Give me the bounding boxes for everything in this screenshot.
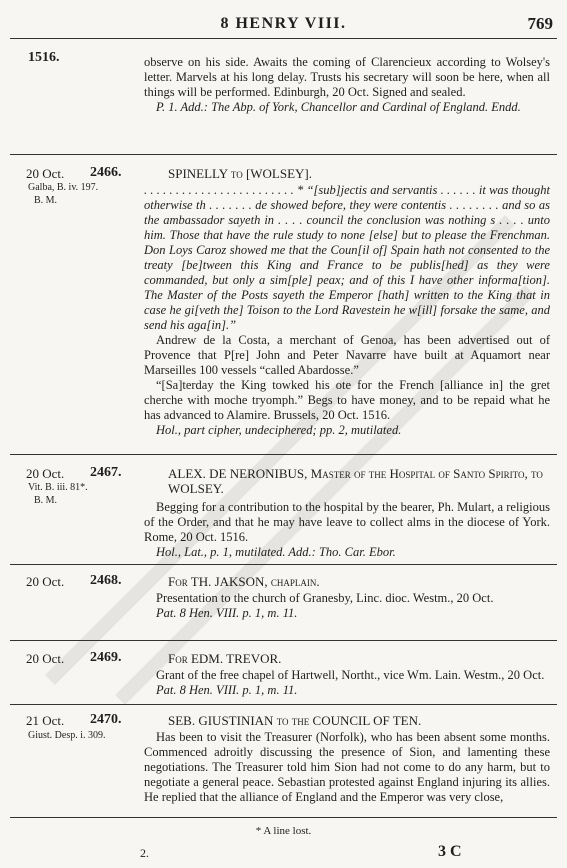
entry-body xyxy=(144,500,550,560)
entry-number: 2470. xyxy=(90,712,122,727)
entry-number: 2467. xyxy=(90,465,122,480)
entry-heading: For TH. JAKSON, chaplain. xyxy=(168,574,320,589)
source-ref: Vit. B. iii. 81*. xyxy=(28,482,88,493)
page-number: 769 xyxy=(527,14,553,33)
entry-body xyxy=(144,183,550,438)
entry-endorsement: Pat. 8 Hen. VIII. p. 1, m. 11. xyxy=(156,683,298,697)
separator-rule xyxy=(10,564,557,565)
entry-heading: For EDM. TREVOR. xyxy=(168,651,282,666)
entry-endorsement: Pat. 8 Hen. VIII. p. 1, m. 11. xyxy=(156,606,298,620)
footnote-rule xyxy=(10,817,557,818)
entry-paragraph: Presentation to the church of Granesby, Linc. dioc. Westm., 20 Oct. xyxy=(156,591,494,605)
entry-paragraph: “[Sa]terday the King towked his ote for the French [alliance in] the gret cherche with moche tryomph.” Begs to have money, and to be repaid what he has advanced to Alamire. Brussels, 20 Oct. 1516. xyxy=(144,378,550,422)
footnote: * A line lost. xyxy=(255,825,312,837)
entry-paragraph: Begging for a contribution to the hospital by the bearer, Ph. Mulart, a religious of the Order, and that he may have leave to collect alms in the diocese of York. Rome, 20 Oct. 1516. xyxy=(144,500,550,544)
entry-number: 2469. xyxy=(90,650,122,665)
running-title: 8 HENRY VIII. xyxy=(220,15,347,32)
header-rule xyxy=(10,38,557,39)
entry-date: 21 Oct. xyxy=(26,713,65,728)
source-ref: B. M. xyxy=(34,195,58,206)
entry-heading: ALEX. DE NERONIBUS, Master of the Hospital of Santo Spirito, to WOLSEY. xyxy=(168,466,543,496)
entry-heading: SEB. GIUSTINIAN to the COUNCIL OF TEN. xyxy=(168,713,422,728)
entry-number: 2466. xyxy=(90,165,122,180)
entry-paragraph: Has been to visit the Treasurer (Norfolk), who has been absent some months. Commenced adroitly discussing the presence of Sion, and lamenting these negotiations. The Treasurer told him Sion had not come to do any harm, but to negotiate a general peace. Sebastian protested against England injuring its allies. He replied that the alliance of England and the Emperor was very close, xyxy=(144,730,550,804)
source-ref: B. M. xyxy=(34,495,58,506)
source-ref: Galba, B. iv. 197. xyxy=(28,182,99,193)
entry-source xyxy=(28,729,106,742)
separator-rule xyxy=(10,704,557,705)
separator-rule xyxy=(10,640,557,641)
intro-endorsement: P. 1. Add.: The Abp. of York, Chancellor and Cardinal of England. Endd. xyxy=(156,100,521,114)
signature-mark-right: 3 C xyxy=(438,843,462,860)
entry-date: 20 Oct. xyxy=(26,466,65,481)
entry-number: 2468. xyxy=(90,573,122,588)
entry-date: 20 Oct. xyxy=(26,574,65,589)
entry-heading: SPINELLY to [WOLSEY]. xyxy=(168,166,313,181)
margin-year: 1516. xyxy=(28,50,60,65)
intro-text: observe on his side. Awaits the coming of Clarencieux according to Wolsey's letter. Marvels at his long delay. Trusts his secretary will soon be here, when all things will be performed. Edinburgh, 20 Oct. Signed and sealed. xyxy=(144,55,550,99)
entry-paragraph: Grant of the free chapel of Hartwell, Northt., vice Wm. Lain. Westm., 20 Oct. xyxy=(156,668,545,682)
entry-paragraph: Andrew de la Costa, a merchant of Genoa, has been advertised out of Provence that P[re] John and Peter Navarre have built at Aquamort near Marseilles 100 vessels “called Abardosse.” xyxy=(144,333,550,377)
entry-source xyxy=(28,481,88,507)
source-ref: Giust. Desp. i. 309. xyxy=(28,730,106,741)
entry-endorsement: Hol., Lat., p. 1, mutilated. Add.: Tho. Car. Ebor. xyxy=(156,545,396,559)
entry-body xyxy=(144,591,550,621)
separator-rule xyxy=(10,154,557,155)
signature-mark-left: 2. xyxy=(140,846,149,860)
entry-date: 20 Oct. xyxy=(26,166,65,181)
separator-rule xyxy=(10,454,557,455)
entry-endorsement: Hol., part cipher, undeciphered; pp. 2, mutilated. xyxy=(156,423,402,437)
intro-block xyxy=(144,55,550,115)
entry-source xyxy=(28,181,98,207)
entry-date: 20 Oct. xyxy=(26,651,65,666)
entry-paragraph: . . . . . . . . . . . . . . . . . . . . . . . . * “[sub]jectis and servantis . . . . . . it was thought otherwise th . . . . . . . de showed before, they were contentis . . . . . . . . and so as the ambassador sayeth in . . . . council the conclusion was nothing s . . . . unto him. Those that have the rule study to none [else] but to please the Frenchman. Don Loys Caroz showed me that the Coun[il of] Spain hath not consented to the treaty [be]tween this King and France to be publis[hed] as they were commanded, but only a sim[ple] peax; and of this I have other informa[tion]. The Master of the Posts sayeth the Emperor [hath] written to the King that in case he gi[veth the] Toison to the Lord Ravestein he w[ill] forsake the same, and send his aga[in].” xyxy=(144,183,550,332)
entry-body xyxy=(144,668,550,698)
entry-body xyxy=(144,730,550,805)
